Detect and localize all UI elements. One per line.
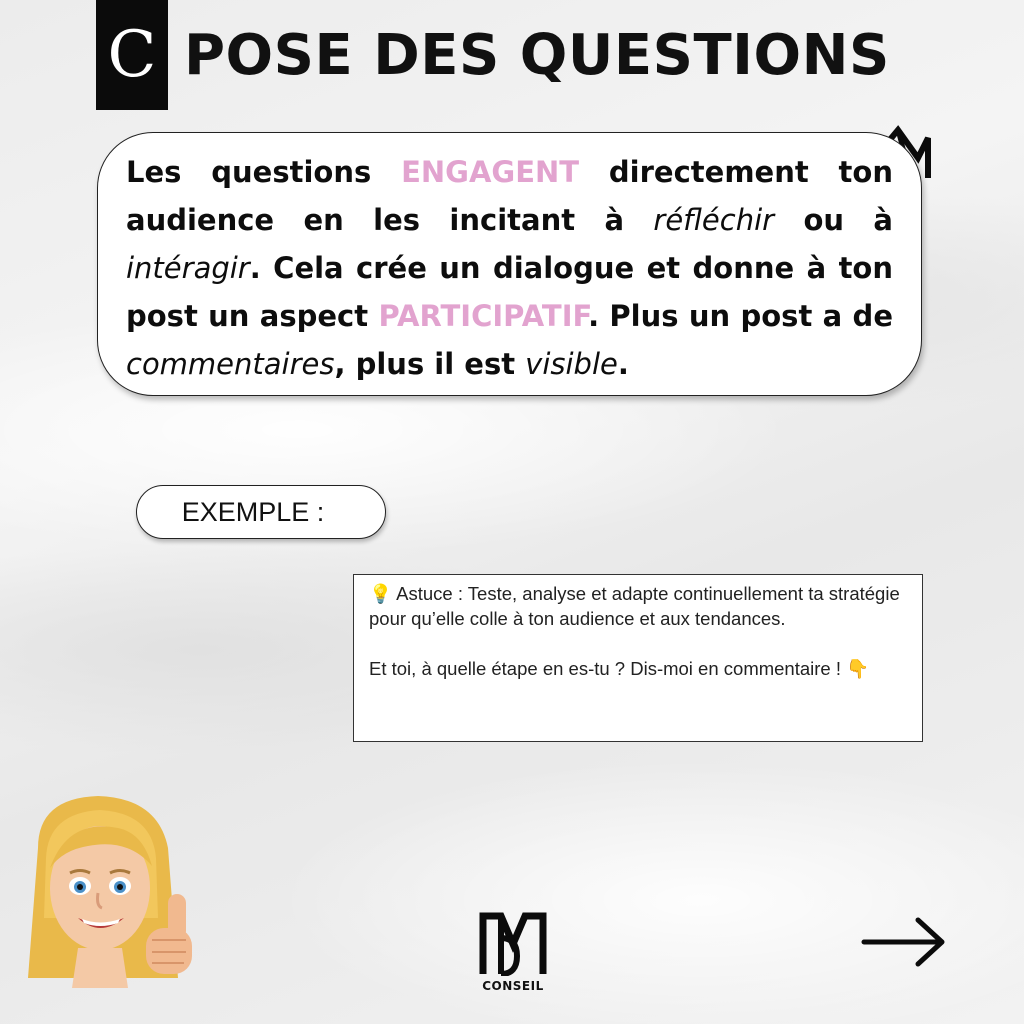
arrow-right-icon[interactable] [860, 912, 950, 972]
brand-logo [468, 908, 558, 993]
tip-text-2: Et toi, à quelle étape en es-tu ? Dis-moi en commentaire ! [369, 658, 847, 679]
example-label-pill [136, 485, 386, 539]
info-paragraph [126, 148, 893, 388]
tip-paragraph-1 [369, 581, 910, 631]
italic-commentaires: commentaires [126, 347, 335, 381]
info-card [97, 132, 922, 396]
header-letter: C [107, 18, 157, 92]
italic-reflechir: réfléchir [653, 203, 775, 237]
example-label: EXEMPLE : [181, 496, 325, 527]
memoji-avatar [18, 788, 214, 988]
info-text-7: . [617, 347, 629, 381]
highlight-participatif: PARTICIPATIF [378, 299, 589, 333]
italic-interagir: intéragir [126, 251, 250, 285]
page-title: POSE DES QUESTIONS [184, 23, 890, 88]
info-text-5: . Plus un post a de [588, 299, 893, 333]
tip-text-1: Astuce : Teste, analyse et adapte continuellement ta stratégie pour qu’elle colle à ton audience et aux tendances. [369, 583, 900, 629]
highlight-engagent: ENGAGENT [401, 155, 580, 189]
tip-paragraph-2 [369, 656, 910, 681]
info-text-6: , plus il est [334, 347, 526, 381]
tip-box [353, 574, 923, 742]
info-text-4: . Cela crée un dialogue et donne à ton post un aspect [126, 251, 893, 333]
brand-name: CONSEIL [482, 979, 544, 993]
lightbulb-icon: 💡 [369, 583, 393, 604]
info-text-2: directement ton audience en les incitant à [126, 155, 893, 237]
info-text-3: ou à [774, 203, 893, 237]
header-letter-box [96, 0, 168, 110]
pointing-down-icon: 👇 [846, 658, 870, 679]
info-text-1: Les questions [126, 155, 402, 189]
md-brand-icon [477, 908, 549, 976]
italic-visible: visible [525, 347, 618, 381]
